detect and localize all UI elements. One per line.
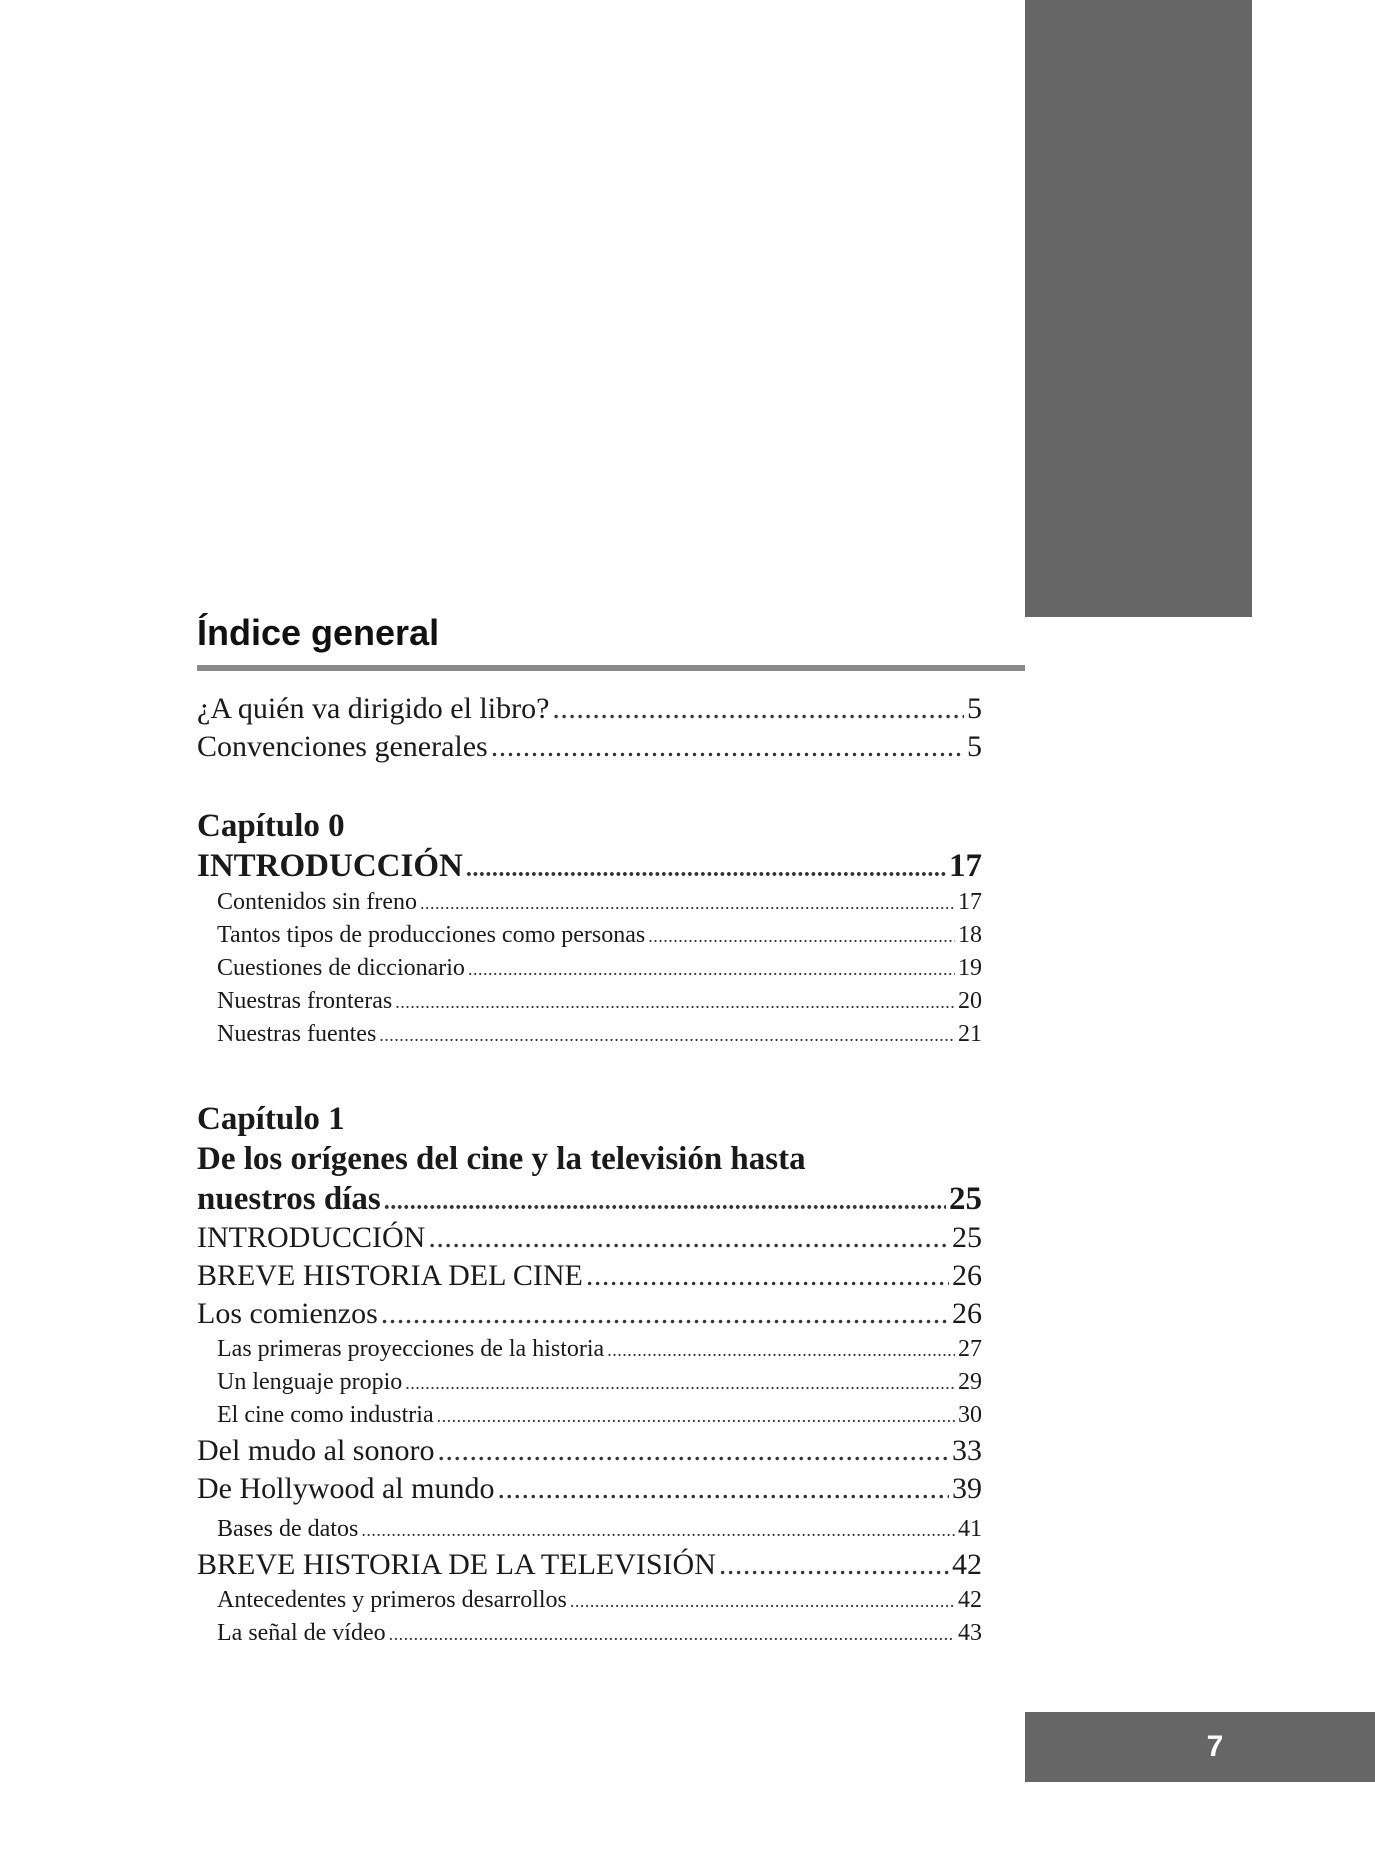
toc-entry-title: Un lenguaje propio <box>217 1369 403 1395</box>
toc-entry-page: 25 <box>952 1221 982 1254</box>
toc-entry-title: Nuestras fronteras <box>217 988 393 1014</box>
toc-subentry[interactable] <box>197 1018 982 1051</box>
toc-leader-dots <box>384 1179 946 1222</box>
toc-entry[interactable] <box>197 1470 982 1508</box>
toc-entry-title: La señal de vídeo <box>217 1620 386 1646</box>
toc-entry-page: 25 <box>949 1181 982 1217</box>
toc-entry-page: 29 <box>958 1369 982 1395</box>
toc-subentry[interactable] <box>197 1617 982 1650</box>
toc-leader-dots <box>395 985 955 1019</box>
toc-subentry[interactable] <box>197 1508 982 1546</box>
toc-leader-dots <box>420 886 955 920</box>
toc-leader-dots <box>405 1366 955 1400</box>
toc-entry[interactable] <box>197 1219 982 1257</box>
toc-entry-title: Las primeras proyecciones de la historia <box>217 1336 605 1362</box>
toc-entry-page: 19 <box>958 955 982 981</box>
page-number: 7 <box>1206 1730 1224 1763</box>
table-of-contents <box>197 690 982 1650</box>
toc-entry-title: ¿A quién va dirigido el libro? <box>197 692 550 725</box>
chapter-title-line: De los orígenes del cine y la televisión hasta <box>197 1141 806 1177</box>
toc-leader-dots <box>466 846 946 889</box>
toc-subentry[interactable] <box>197 1584 982 1617</box>
toc-entry[interactable] <box>197 1257 982 1295</box>
toc-entry-page: 17 <box>958 889 982 915</box>
toc-entry-title: El cine como industria <box>217 1402 434 1428</box>
toc-entry[interactable] <box>197 690 982 728</box>
toc-entry-page: 21 <box>958 1021 982 1047</box>
toc-entry-title: Los comienzos <box>197 1297 378 1330</box>
toc-leader-dots <box>437 1432 949 1470</box>
toc-entry-page: 20 <box>958 988 982 1014</box>
toc-entry[interactable] <box>197 1432 982 1470</box>
toc-entry-title: Antecedentes y primeros desarrollos <box>217 1587 567 1613</box>
toc-entry-page: 42 <box>958 1587 982 1613</box>
toc-entry-title: Cuestiones de diccionario <box>217 955 465 981</box>
toc-leader-dots <box>648 919 955 953</box>
toc-entry-page: 26 <box>952 1297 982 1330</box>
toc-leader-dots <box>428 1219 949 1257</box>
toc-leader-dots <box>468 952 955 986</box>
toc-leader-dots <box>719 1546 949 1584</box>
toc-subentry[interactable] <box>197 952 982 985</box>
toc-entry-title: Bases de datos <box>217 1516 359 1542</box>
chapter-title-entry[interactable] <box>197 1179 982 1219</box>
toc-leader-dots <box>607 1333 955 1367</box>
toc-entry-page: 26 <box>952 1259 982 1292</box>
toc-entry-title: nuestros días <box>197 1181 381 1217</box>
toc-leader-dots <box>586 1257 949 1295</box>
toc-entry[interactable] <box>197 1295 982 1333</box>
toc-subentry[interactable] <box>197 1333 982 1366</box>
toc-entry[interactable] <box>197 728 982 766</box>
toc-leader-dots <box>361 1508 955 1551</box>
toc-entry-title: BREVE HISTORIA DEL CINE <box>197 1259 583 1292</box>
toc-entry-page: 5 <box>967 692 982 725</box>
toc-entry-title: De Hollywood al mundo <box>197 1472 495 1505</box>
toc-subentry[interactable] <box>197 919 982 952</box>
chapter-heading: Capítulo 1 <box>197 1101 345 1137</box>
toc-entry-page: 18 <box>958 922 982 948</box>
toc-entry-page: 30 <box>958 1402 982 1428</box>
toc-entry-page: 33 <box>952 1434 982 1467</box>
toc-subentry[interactable] <box>197 1399 982 1432</box>
toc-leader-dots <box>381 1295 949 1333</box>
chapter-title-entry[interactable] <box>197 846 982 886</box>
toc-leader-dots <box>552 690 964 728</box>
toc-entry-page: 41 <box>958 1516 982 1542</box>
toc-entry-title: BREVE HISTORIA DE LA TELEVISIÓN <box>197 1548 716 1581</box>
toc-entry-title: INTRODUCCIÓN <box>197 848 463 884</box>
toc-subentry[interactable] <box>197 886 982 919</box>
side-tab-block <box>1025 0 1252 617</box>
toc-entry-page: 5 <box>967 730 982 763</box>
toc-entry-page: 43 <box>958 1620 982 1646</box>
toc-entry-title: Del mudo al sonoro <box>197 1434 435 1467</box>
toc-leader-dots <box>437 1399 955 1433</box>
toc-subentry[interactable] <box>197 1366 982 1399</box>
toc-entry-title: INTRODUCCIÓN <box>197 1221 426 1254</box>
toc-leader-dots <box>491 728 964 766</box>
title-rule <box>197 665 1025 671</box>
toc-entry-title: Contenidos sin freno <box>217 889 417 915</box>
toc-leader-dots <box>497 1470 949 1508</box>
toc-entry-page: 42 <box>952 1548 982 1581</box>
toc-entry-page: 39 <box>952 1472 982 1505</box>
toc-leader-dots <box>379 1018 955 1052</box>
toc-entry-title: Convenciones generales <box>197 730 488 763</box>
toc-leader-dots <box>389 1617 955 1651</box>
toc-entry-title: Tantos tipos de producciones como personas <box>217 922 646 948</box>
toc-entry[interactable] <box>197 1546 982 1584</box>
chapter-heading: Capítulo 0 <box>197 808 345 844</box>
toc-entry-title: Nuestras fuentes <box>217 1021 377 1047</box>
toc-subentry[interactable] <box>197 985 982 1018</box>
toc-leader-dots <box>570 1584 955 1618</box>
toc-entry-page: 27 <box>958 1336 982 1362</box>
toc-entry-page: 17 <box>949 848 982 884</box>
index-title: Índice general <box>197 612 440 653</box>
